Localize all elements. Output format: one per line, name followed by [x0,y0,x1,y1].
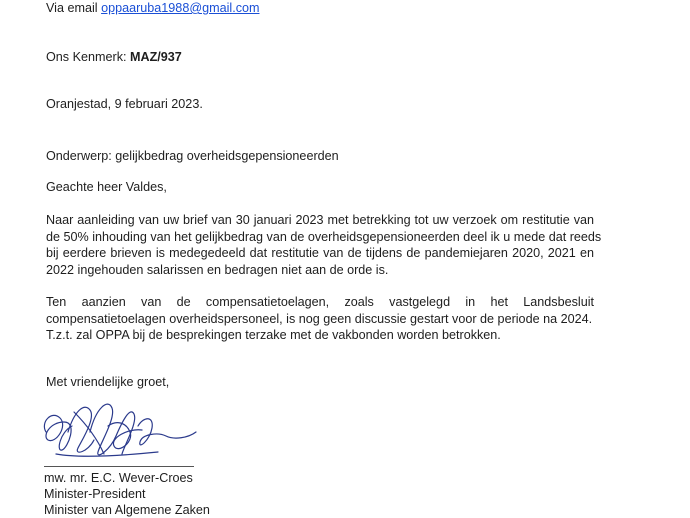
signatory-name: mw. mr. E.C. Wever-Croes [44,471,193,485]
reference-line [46,49,182,65]
subject-line: Onderwerp: gelijkbedrag overheidsgepensioneerden [46,149,339,163]
paragraph-line: de 50% inhouding van het gelijkbedrag van de overheidsgepensioneerden deel ik u mede dat reeds [46,229,602,244]
paragraph-line: 2022 ingehouden salarissen en bedragen niet aan de orde is. [46,262,389,277]
paragraph-line: T.z.t. zal OPPA bij de besprekingen terzake met de vakbonden worden betrokken. [46,328,501,343]
reference-label: Ons Kenmerk: [46,50,127,64]
place-date: Oranjestad, 9 februari 2023. [46,97,203,111]
email-link[interactable]: oppaaruba1988@gmail.com [101,1,260,15]
paragraph-line: Naar aanleiding van uw brief van 30 januari 2023 met betrekking tot uw verzoek om restitutie van [46,213,594,227]
paragraph-line: bij eerdere brieven is medegedeeld dat restitutie van de tijdens de pandemiejaren 2020, 2021 en [46,246,594,261]
paragraph-restitution [46,212,602,278]
via-email-label: Via email [46,1,98,15]
closing: Met vriendelijke groet, [46,375,170,389]
handwritten-signature [38,392,203,474]
signatory-title: Minister van Algemene Zaken [44,503,210,517]
via-email-line [46,0,260,16]
paragraph-compensation [46,294,594,344]
signatory-title: Minister-President [44,487,146,501]
paragraph-line: Ten aanzien van de compensatietoelagen, zoals vastgelegd in het Landsbesluit [46,295,594,309]
paragraph-line: compensatietoelagen overheidspersoneel, is nog geen discussie gestart voor de periode na 2024. [46,311,593,326]
salutation: Geachte heer Valdes, [46,180,167,194]
reference-value: MAZ/937 [130,50,182,64]
signature-rule [44,466,194,467]
